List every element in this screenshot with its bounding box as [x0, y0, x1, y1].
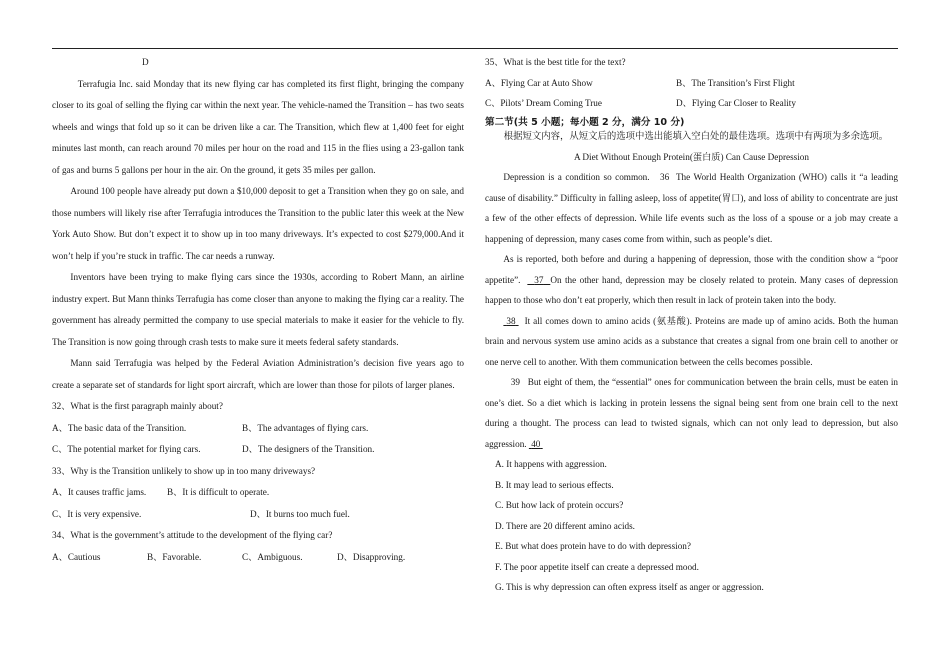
q34-option-a[interactable]: A、Cautious	[52, 551, 101, 562]
blank-40-number: 40	[531, 438, 541, 449]
passage-title: A Diet Without Enough Protein(蛋白质) Can Cause Depression	[574, 151, 809, 162]
blank-37-number: 37	[534, 274, 544, 285]
option-c[interactable]: C. But how lack of protein occurs?	[495, 500, 624, 510]
question-34: 34、What is the government’s attitude to the development of the flying car?	[52, 530, 333, 540]
q33-option-d[interactable]: D、It burns too much fuel.	[250, 508, 350, 519]
option-a[interactable]: A. It happens with aggression.	[495, 459, 607, 469]
passage-paragraph-1: Terrafugia Inc. said Monday that its new flying car has completed its first flight, bringing the company closer to its goal of selling the flying car within the next year. The vehicle-named the Transition – has two seats wheels and wings that fold up so it can be driven like a car. The Transition, which flew at 1,400 feet for eight minutes last month, can reach around 70 miles per hour on the road and 115 in the flies using a 23-gallon tank of gas and burns 5 gallons per hour in the air. On the ground, it gets 35 miles per gallon.	[52, 78, 464, 175]
q35-option-c[interactable]: C、Pilots’ Dream Coming True	[485, 98, 602, 108]
left-column	[52, 52, 464, 568]
option-b[interactable]: B. It may lead to serious effects.	[495, 479, 614, 490]
paragraph-1-lead: Depression is a condition so common.	[503, 172, 650, 182]
question-35-options-row-1	[485, 73, 898, 94]
question-32-options-row-2	[52, 439, 464, 461]
q34-option-d[interactable]: D、Disapproving.	[337, 551, 406, 562]
paragraph-4-text: But eight of them, the “essential” ones for communication between the brain cells, must be eaten in one’s diet. So a diet which is lacking in protein lessens the signal being sent from one brain cell to the next during a thought. The process can lead to twisted signals, which can not only lead to depression, but also aggression.	[485, 377, 898, 449]
paragraph-2-rest: On the other hand, depression may be closely related to protein. Many cases of depression happen to those who don’t eat properly, which then result in lack of protein taken into the body.	[485, 274, 899, 305]
blank-38-number: 38	[506, 315, 516, 326]
blank-37[interactable]	[527, 275, 550, 285]
q35-option-a[interactable]: A、Flying Car at Auto Show	[485, 77, 593, 88]
passage-paragraph-2: Around 100 people have already put down a $10,000 deposit to get a Transition when they go on sale, and those numbers will likely rise after Terrafugia introduces the Transition to the public later this week at the New York Auto Show. But don’t expect it to show up in too many driveways. It’s expected to cost $279,000.And it won’t help if you’re stuck in traffic. The car needs a runway.	[52, 186, 464, 261]
question-32-options-row-1	[52, 418, 464, 440]
option-e[interactable]: E. But what does protein have to do with depression?	[495, 541, 691, 551]
answer-letter: D	[142, 57, 149, 67]
blank-36[interactable]: 36	[659, 172, 670, 182]
passage-b-paragraph-4	[485, 372, 898, 454]
blank-40[interactable]	[529, 439, 543, 449]
q34-option-c[interactable]: C、Ambiguous.	[242, 551, 303, 562]
question-35: 35、What is the best title for the text?	[485, 57, 626, 67]
q32-option-d[interactable]: D、The designers of the Transition.	[242, 444, 375, 454]
right-column	[485, 52, 898, 598]
passage-b-paragraph-2	[485, 249, 898, 311]
question-33-options-row-1	[52, 482, 464, 504]
q33-option-b[interactable]: B、It is difficult to operate.	[167, 487, 270, 497]
passage-b-paragraph-3	[485, 311, 898, 373]
q35-option-b[interactable]: B、The Transition’s First Flight	[676, 77, 795, 88]
section-heading: 第二节(共 5 小题；每小题 2 分，满分 10 分)	[485, 116, 685, 128]
option-f[interactable]: F. The poor appetite itself can create a depressed mood.	[495, 561, 699, 572]
paragraph-1-rest: The World Health Organization (WHO) calls it “a leading cause of disability.” Difficulty in falling asleep, loss of appetite(胃口), and loss of ability to concentrate are just a few of the other effects of depression. While life events such as the loss of a spouse or a job may create a happening of depression, many cases come from within, such as people’s diet.	[485, 172, 898, 244]
top-rule	[52, 48, 898, 49]
passage-b-paragraph-1	[485, 167, 898, 249]
question-35-options-row-2	[485, 93, 898, 114]
q35-option-d[interactable]: D、Flying Car Closer to Reality	[676, 98, 796, 108]
question-34-options	[52, 547, 464, 569]
option-g[interactable]: G. This is why depression can often express itself as anger or aggression.	[495, 582, 764, 592]
section-instruction: 根据短文内容，从短文后的选项中选出能填入空白处的最佳选项。选项中有两项为多余选项。	[503, 130, 889, 142]
passage-paragraph-3: Inventors have been trying to make flying cars since the 1930s, according to Robert Mann, an airline industry expert. But Mann thinks Terrafugia has come closer than anyone to making the flying car a reality. The government has already permitted the company to use special materials to make it easier for the vehicle to fly. The Transition is now going through crash tests to make sure it meets federal safety standards.	[52, 272, 464, 347]
q32-option-b[interactable]: B、The advantages of flying cars.	[242, 422, 369, 433]
blank-38[interactable]	[503, 316, 518, 326]
option-d[interactable]: D. There are 20 different amino acids.	[495, 520, 635, 531]
q33-option-c[interactable]: C、It is very expensive.	[52, 508, 142, 519]
paragraph-2-lead: As is reported, both before and during a happening of depression, those with the condition show a “poor appetite”.	[485, 254, 898, 285]
question-32: 32、What is the first paragraph mainly about?	[52, 401, 223, 411]
q32-option-c[interactable]: C、The potential market for flying cars.	[52, 444, 201, 454]
q34-option-b[interactable]: B、Favorable.	[147, 551, 202, 562]
paragraph-3-text: It all comes down to amino acids (氨基酸). Proteins are made up of amino acids. Both the human brain and nervous system use amino acids as a substance that creates a signal from one brain cell to another or one nerve cell to another. With them communication between the cells becomes possible.	[485, 315, 899, 367]
question-33: 33、Why is the Transition unlikely to show up in too many driveways?	[52, 465, 316, 476]
question-33-options-row-2	[52, 504, 464, 526]
q33-option-a[interactable]: A、It causes traffic jams.	[52, 487, 147, 497]
blank-39[interactable]: 39	[510, 377, 520, 387]
q32-option-a[interactable]: A、The basic data of the Transition.	[52, 422, 187, 433]
passage-paragraph-4: Mann said Terrafugia was helped by the Federal Aviation Administration’s decision five years ago to create a separate set of standards for light sport aircraft, which are lower than those for pilots of larger planes.	[52, 358, 464, 390]
